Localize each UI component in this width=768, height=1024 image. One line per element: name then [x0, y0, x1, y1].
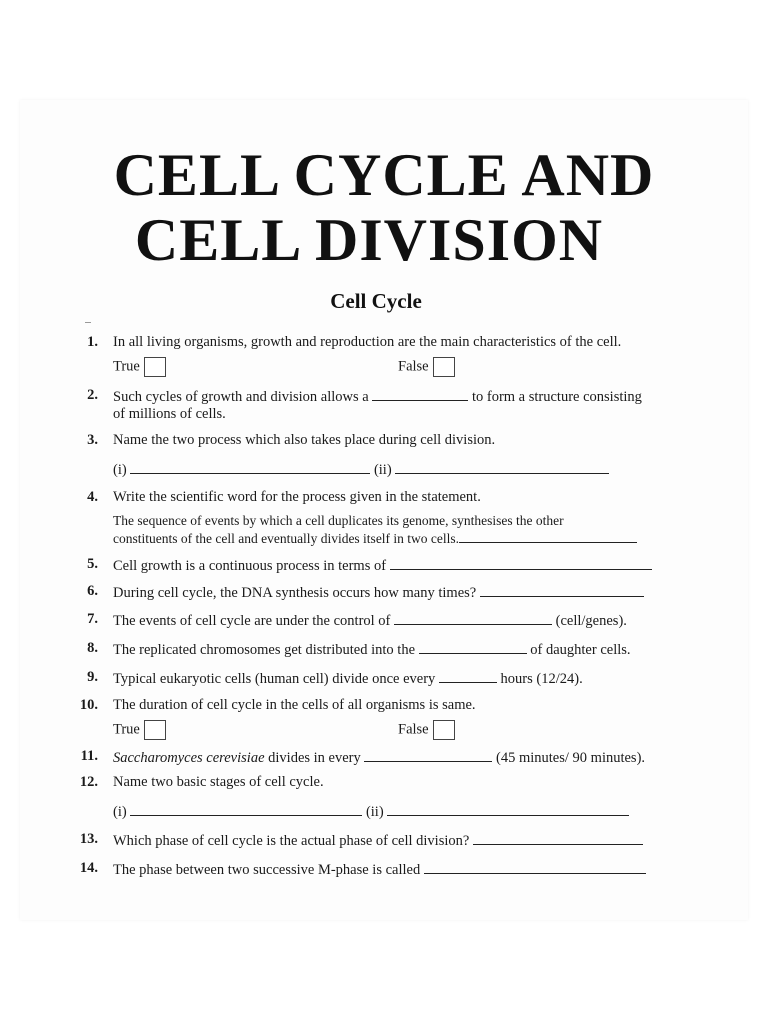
- q12-answer-blank-1[interactable]: [130, 802, 362, 816]
- q3-answers: [113, 460, 609, 479]
- question-text-after: hours (12/24).: [500, 671, 583, 687]
- question-text: Which phase of cell cycle is the actual phase of cell division?: [113, 833, 470, 849]
- q8-answer-blank[interactable]: [419, 640, 527, 654]
- true-label: True: [113, 358, 140, 375]
- statement-line1: The sequence of events by which a cell duplicates its genome, synthesises the other: [113, 513, 564, 528]
- question-number: 14.: [79, 860, 98, 876]
- q10-true-checkbox[interactable]: [144, 720, 166, 740]
- option-label-i: (i): [113, 462, 127, 478]
- q12-answer-blank-2[interactable]: [387, 802, 629, 816]
- question-text-after: (cell/genes).: [555, 613, 627, 629]
- q3-answer-blank-2[interactable]: [395, 460, 609, 474]
- option-label-ii: (ii): [373, 462, 392, 478]
- divider-mark: [85, 322, 91, 323]
- q7-answer-blank[interactable]: [394, 611, 552, 625]
- q6-answer-blank[interactable]: [480, 583, 644, 597]
- q1-true-option: [113, 357, 166, 377]
- q4-answer-blank[interactable]: [459, 529, 637, 543]
- q4-statement: [113, 513, 683, 547]
- q14-answer-blank[interactable]: [424, 860, 646, 874]
- true-label: True: [113, 721, 140, 738]
- question-text-after: (45 minutes/ 90 minutes).: [496, 750, 646, 766]
- q10-true-option: [113, 720, 166, 740]
- option-label-i: (i): [113, 804, 127, 820]
- question-text: divides in every: [264, 750, 361, 766]
- question-text: The events of cell cycle are under the control of: [113, 613, 391, 629]
- question-text: The duration of cell cycle in the cells of all organisms is same.: [113, 697, 476, 713]
- q13-answer-blank[interactable]: [473, 831, 643, 845]
- question-number: 12.: [79, 774, 98, 790]
- question-text: Such cycles of growth and division allows a: [113, 389, 369, 405]
- page-title-line2: CELL DIVISION: [134, 207, 604, 273]
- q1-false-option: [398, 357, 455, 377]
- question-number: 3.: [87, 432, 98, 448]
- q1-true-checkbox[interactable]: [144, 357, 166, 377]
- question-number: 5.: [87, 556, 98, 572]
- question-text: Typical eukaryotic cells (human cell) divide once every: [113, 671, 436, 687]
- option-label-ii: (ii): [365, 804, 384, 820]
- question-number: 8.: [87, 640, 98, 656]
- species-name: Saccharomyces cerevisiae: [113, 750, 265, 766]
- q10-false-checkbox[interactable]: [433, 720, 455, 740]
- q11-answer-blank[interactable]: [364, 748, 492, 762]
- question-number: 4.: [87, 489, 98, 505]
- question-text-line2: of millions of cells.: [113, 406, 226, 422]
- q5-answer-blank[interactable]: [390, 556, 652, 570]
- q9-answer-blank[interactable]: [439, 669, 497, 683]
- page-title-line1: CELL CYCLE AND: [113, 142, 655, 208]
- question-number: 11.: [80, 748, 98, 764]
- question-text: Name the two process which also takes place during cell division.: [113, 432, 496, 448]
- question-number: 9.: [87, 669, 98, 685]
- false-label: False: [398, 721, 429, 738]
- q1-false-checkbox[interactable]: [433, 357, 455, 377]
- q10-false-option: [398, 720, 455, 740]
- question-text: Cell growth is a continuous process in terms of: [113, 558, 387, 574]
- question-text: The phase between two successive M-phase is called: [113, 862, 421, 878]
- q12-answers: [113, 802, 629, 821]
- question-text: During cell cycle, the DNA synthesis occurs how many times?: [113, 585, 477, 601]
- question-number: 2.: [87, 387, 98, 403]
- q2-answer-blank[interactable]: [372, 387, 468, 401]
- false-label: False: [398, 358, 429, 375]
- question-text-after: of daughter cells.: [530, 642, 631, 658]
- statement-line2: constituents of the cell and eventually divides itself in two cells.: [113, 531, 460, 546]
- question-text: The replicated chromosomes get distributed into the: [113, 642, 416, 658]
- question-number: 6.: [87, 583, 98, 599]
- section-title: Cell Cycle: [330, 289, 422, 313]
- question-number: 1.: [87, 334, 98, 350]
- question-number: 13.: [79, 831, 98, 847]
- question-text: In all living organisms, growth and reproduction are the main characteristics of the cell.: [113, 334, 622, 350]
- question-number: 10.: [79, 697, 98, 713]
- question-text: Write the scientific word for the process given in the statement.: [113, 489, 481, 505]
- question-text: Name two basic stages of cell cycle.: [113, 774, 324, 790]
- q3-answer-blank-1[interactable]: [130, 460, 370, 474]
- question-number: 7.: [87, 611, 98, 627]
- question-text-after: to form a structure consisting: [471, 389, 642, 405]
